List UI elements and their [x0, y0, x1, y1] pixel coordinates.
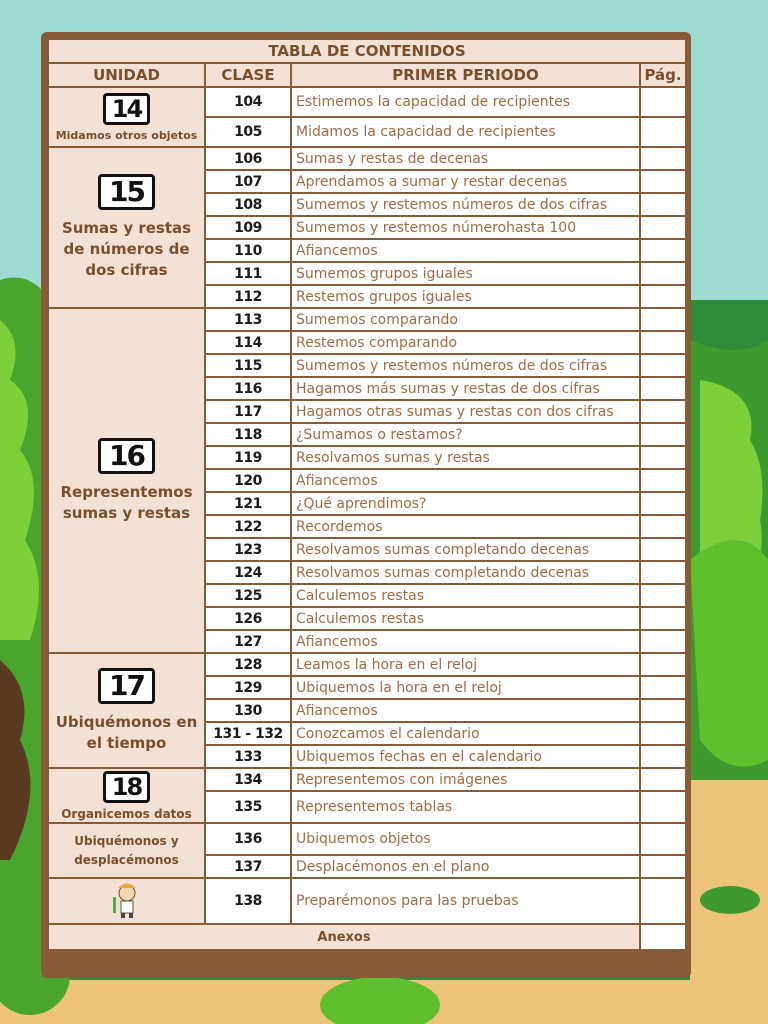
mascot-icon [110, 879, 144, 919]
unit-cell [48, 653, 205, 768]
page-number-cell [640, 823, 686, 855]
page-number-cell [640, 87, 686, 117]
lesson-title[interactable]: Restemos comparando [291, 331, 640, 354]
lesson-title[interactable]: Aprendamos a sumar y restar decenas [291, 170, 640, 193]
page-number-cell [640, 285, 686, 308]
page-number-cell [640, 855, 686, 878]
class-number: 128 [205, 653, 291, 676]
page-number-cell [640, 216, 686, 239]
unit-cell [48, 768, 205, 823]
class-number: 137 [205, 855, 291, 878]
class-number: 118 [205, 423, 291, 446]
page-header: Pág. [640, 63, 686, 87]
annex-link[interactable]: Anexos [48, 924, 640, 950]
unit-name: Ubiquémonos en el tiempo [55, 712, 198, 752]
lesson-title[interactable]: Ubiquemos la hora en el reloj [291, 676, 640, 699]
page-number-cell [640, 630, 686, 653]
unit-cell [48, 878, 205, 924]
period-header: PRIMER PERIODO [291, 63, 640, 87]
table-row [48, 87, 686, 117]
table-row [48, 147, 686, 170]
page-number-cell [640, 561, 686, 584]
lesson-title[interactable]: Resolvamos sumas y restas [291, 446, 640, 469]
class-number: 134 [205, 768, 291, 791]
class-number: 107 [205, 170, 291, 193]
lesson-title[interactable]: Sumas y restas de decenas [291, 147, 640, 170]
unit-name: Organicemos datos [61, 806, 192, 821]
page-number-cell [640, 722, 686, 745]
page-number-cell [640, 699, 686, 722]
class-number: 106 [205, 147, 291, 170]
class-number: 113 [205, 308, 291, 331]
page-number-cell [640, 262, 686, 285]
class-number: 138 [205, 878, 291, 924]
class-number: 109 [205, 216, 291, 239]
table-row [48, 653, 686, 676]
class-number: 110 [205, 239, 291, 262]
page-number-cell [640, 423, 686, 446]
lesson-title[interactable]: Sumemos grupos iguales [291, 262, 640, 285]
page-number-cell [640, 469, 686, 492]
class-number: 121 [205, 492, 291, 515]
unit-number: 15 [98, 174, 155, 210]
unit-cell [48, 308, 205, 653]
page-number-cell [640, 878, 686, 924]
page-number-cell [640, 791, 686, 823]
table-of-contents [47, 38, 687, 951]
lesson-title[interactable]: Ubiquemos objetos [291, 823, 640, 855]
lesson-title[interactable]: Preparémonos para las pruebas [291, 878, 640, 924]
lesson-title[interactable]: Sumemos y restemos números de dos cifras [291, 354, 640, 377]
lesson-title[interactable]: Sumemos y restemos númerohasta 100 [291, 216, 640, 239]
lesson-title[interactable]: ¿Qué aprendimos? [291, 492, 640, 515]
lesson-title[interactable]: Afiancemos [291, 469, 640, 492]
page-number-cell [640, 676, 686, 699]
class-number: 125 [205, 584, 291, 607]
lesson-title[interactable]: Desplacémonos en el plano [291, 855, 640, 878]
page-number-cell [640, 117, 686, 147]
class-number: 129 [205, 676, 291, 699]
class-number: 124 [205, 561, 291, 584]
lesson-title[interactable]: Afiancemos [291, 630, 640, 653]
table-row [48, 768, 686, 791]
page-number-cell [640, 538, 686, 561]
table-row [48, 878, 686, 924]
page-number-cell [640, 607, 686, 630]
lesson-title[interactable]: Leamos la hora en el reloj [291, 653, 640, 676]
page-number-cell [640, 584, 686, 607]
class-number: 114 [205, 331, 291, 354]
lesson-title[interactable]: Recordemos [291, 515, 640, 538]
page-number-cell [640, 924, 686, 950]
class-number: 127 [205, 630, 291, 653]
page-number-cell [640, 400, 686, 423]
page-number-cell [640, 239, 686, 262]
unit-number: 17 [98, 668, 155, 704]
page-number-cell [640, 354, 686, 377]
lesson-title[interactable]: Restemos grupos iguales [291, 285, 640, 308]
class-number: 122 [205, 515, 291, 538]
page-number-cell [640, 745, 686, 768]
lesson-title[interactable]: Sumemos comparando [291, 308, 640, 331]
lesson-title[interactable]: Resolvamos sumas completando decenas [291, 561, 640, 584]
unit-number: 14 [103, 93, 150, 125]
lesson-title[interactable]: Hagamos otras sumas y restas con dos cifras [291, 400, 640, 423]
lesson-title[interactable]: Sumemos y restemos números de dos cifras [291, 193, 640, 216]
class-number: 105 [205, 117, 291, 147]
page-number-cell [640, 446, 686, 469]
page-number-cell [640, 492, 686, 515]
lesson-title[interactable]: Ubiquemos fechas en el calendario [291, 745, 640, 768]
class-number: 111 [205, 262, 291, 285]
page-number-cell [640, 768, 686, 791]
lesson-title[interactable]: Estimemos la capacidad de recipientes [291, 87, 640, 117]
unit-number: 18 [103, 771, 150, 803]
lesson-title[interactable]: Conozcamos el calendario [291, 722, 640, 745]
class-number: 135 [205, 791, 291, 823]
unit-cell [48, 87, 205, 147]
class-number: 126 [205, 607, 291, 630]
table-row [48, 308, 686, 331]
unit-cell [48, 147, 205, 308]
class-number: 112 [205, 285, 291, 308]
lesson-title[interactable]: Afiancemos [291, 239, 640, 262]
class-number: 136 [205, 823, 291, 855]
lesson-title[interactable]: Calculemos restas [291, 607, 640, 630]
class-number: 116 [205, 377, 291, 400]
class-number: 117 [205, 400, 291, 423]
lesson-title[interactable]: Resolvamos sumas completando decenas [291, 538, 640, 561]
class-number: 133 [205, 745, 291, 768]
lesson-title[interactable]: Hagamos más sumas y restas de dos cifras [291, 377, 640, 400]
unit-name: Representemos sumas y restas [60, 482, 193, 522]
unit-cell [48, 823, 205, 878]
table-row [48, 823, 686, 855]
class-number: 120 [205, 469, 291, 492]
class-number: 131 - 132 [205, 722, 291, 745]
lesson-title[interactable]: ¿Sumamos o restamos? [291, 423, 640, 446]
page-number-cell [640, 515, 686, 538]
page-number-cell [640, 653, 686, 676]
lesson-title[interactable]: Afiancemos [291, 699, 640, 722]
unit-header: UNIDAD [48, 63, 205, 87]
class-number: 130 [205, 699, 291, 722]
class-number: 104 [205, 87, 291, 117]
unit-name: Sumas y restas de números de dos cifras [61, 219, 192, 279]
class-number: 119 [205, 446, 291, 469]
unit-name: Midamos otros objetos [55, 128, 198, 142]
unit-number: 16 [98, 438, 155, 474]
lesson-title[interactable]: Representemos con imágenes [291, 768, 640, 791]
class-header: CLASE [205, 63, 291, 87]
class-number: 108 [205, 193, 291, 216]
page-number-cell [640, 170, 686, 193]
page-number-cell [640, 308, 686, 331]
unit-subtitle: Ubiquémonos y desplacémonos [74, 833, 179, 867]
page-number-cell [640, 377, 686, 400]
toc-title: TABLA DE CONTENIDOS [48, 39, 686, 63]
page-number-cell [640, 331, 686, 354]
lesson-title[interactable]: Representemos tablas [291, 791, 640, 823]
page-number-cell [640, 193, 686, 216]
class-number: 115 [205, 354, 291, 377]
lesson-title[interactable]: Midamos la capacidad de recipientes [291, 117, 640, 147]
page-number-cell [640, 147, 686, 170]
lesson-title[interactable]: Calculemos restas [291, 584, 640, 607]
class-number: 123 [205, 538, 291, 561]
